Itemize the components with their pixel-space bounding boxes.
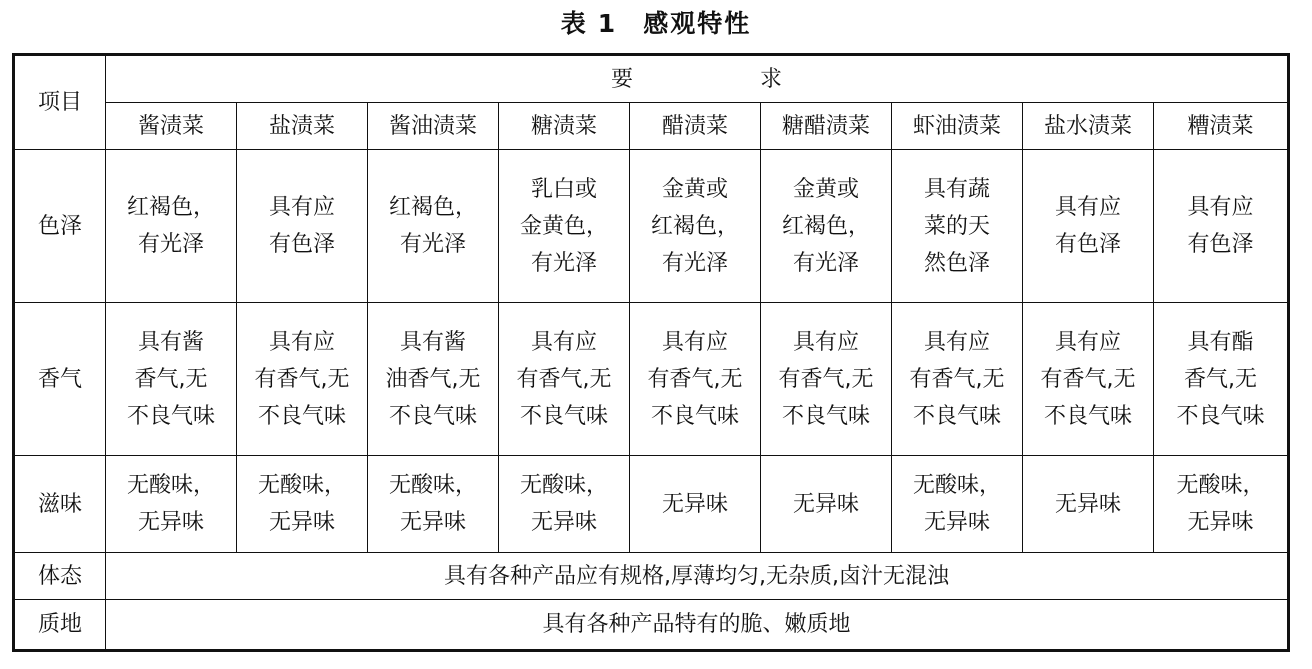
cell-line: 有香气,无 — [254, 366, 350, 392]
row-label: 色泽 — [14, 150, 106, 303]
sensory-spec-table — [12, 53, 1290, 652]
form-requirement: 具有各种产品应有规格,厚薄均匀,无杂质,卤汁无混浊 — [106, 553, 1289, 600]
cell-line: 有光泽 — [137, 232, 204, 257]
row-label: 香气 — [14, 303, 106, 456]
column-header: 糖渍菜 — [499, 103, 630, 150]
table-cell — [1023, 150, 1154, 303]
table-cell — [630, 150, 761, 303]
table-cell — [499, 456, 630, 553]
table-cell — [368, 456, 499, 553]
table-cell — [892, 456, 1023, 553]
cell-line: 有香气,无 — [778, 366, 874, 392]
table-title-number: 1 — [597, 9, 618, 38]
cell-line: 菜的天 — [923, 213, 990, 239]
row-label-form: 体态 — [14, 553, 106, 600]
cell-line: 具有酱 — [399, 329, 466, 355]
cell-line: 金黄色， — [519, 213, 608, 239]
table-cell — [499, 303, 630, 456]
row-aroma — [14, 303, 1289, 456]
cell-line: 有光泽 — [661, 250, 728, 276]
row-texture — [14, 600, 1289, 651]
table-cell — [106, 456, 237, 553]
cell-line: 无异味 — [792, 491, 859, 517]
table-cell — [1154, 303, 1289, 456]
cell-line: 具有应 — [923, 329, 990, 355]
row-taste — [14, 456, 1289, 553]
column-header: 糖醋渍菜 — [761, 103, 892, 150]
item-header: 项目 — [14, 55, 106, 150]
column-header: 酱油渍菜 — [368, 103, 499, 150]
cell-line: 具有酱 — [137, 329, 204, 355]
cell-line: 无酸味， — [126, 473, 215, 498]
table-title — [0, 6, 1312, 42]
cell-line: 无异味 — [268, 510, 335, 535]
table-cell — [1023, 456, 1154, 553]
cell-line: 具有酯 — [1187, 329, 1254, 355]
cell-line: 金黄或 — [661, 176, 728, 202]
cell-line: 有色泽 — [1054, 232, 1121, 257]
column-header: 醋渍菜 — [630, 103, 761, 150]
column-header: 盐水渍菜 — [1023, 103, 1154, 150]
table-cell — [630, 303, 761, 456]
cell-line: 具有应 — [268, 195, 335, 220]
cell-line: 香气,无 — [1184, 366, 1258, 392]
cell-line: 有色泽 — [1187, 232, 1254, 257]
column-header-row — [14, 103, 1289, 150]
table-cell — [1154, 150, 1289, 303]
cell-line: 有光泽 — [792, 250, 859, 276]
table-cell — [1023, 303, 1154, 456]
cell-line: 有光泽 — [530, 250, 597, 276]
cell-line: 有色泽 — [268, 232, 335, 257]
requirement-header — [106, 55, 1289, 103]
cell-line: 具有蔬 — [923, 176, 990, 202]
cell-line: 金黄或 — [792, 176, 859, 202]
table-cell — [892, 150, 1023, 303]
texture-requirement: 具有各种产品特有的脆、嫩质地 — [106, 600, 1289, 651]
cell-line: 无异味 — [1054, 491, 1121, 517]
cell-line: 香气,无 — [134, 366, 208, 392]
table-cell — [237, 150, 368, 303]
row-form — [14, 553, 1289, 600]
cell-line: 乳白或 — [530, 176, 597, 202]
cell-line: 有香气,无 — [1040, 366, 1136, 392]
cell-line: 无酸味， — [912, 473, 1001, 498]
table-cell — [106, 303, 237, 456]
table-cell — [761, 150, 892, 303]
cell-line: 无异味 — [530, 510, 597, 535]
cell-line: 无酸味， — [257, 473, 346, 498]
table-cell — [1154, 456, 1289, 553]
table-cell — [237, 303, 368, 456]
table-title-text: 感观特性 — [643, 9, 752, 38]
cell-line: 具有应 — [661, 329, 728, 355]
requirement-header-text: 要 求 — [611, 66, 843, 92]
header-row — [14, 55, 1289, 103]
cell-line: 无异味 — [399, 510, 466, 535]
cell-line: 无异味 — [923, 510, 990, 535]
cell-line: 无异味 — [1187, 510, 1254, 535]
cell-line: 具有应 — [1054, 329, 1121, 355]
column-header: 糟渍菜 — [1154, 103, 1289, 150]
cell-line: 有香气,无 — [647, 366, 743, 392]
row-label-texture: 质地 — [14, 600, 106, 651]
cell-line: 有光泽 — [399, 232, 466, 257]
cell-line: 不良气味 — [257, 403, 346, 429]
cell-line: 不良气味 — [126, 403, 215, 429]
table-cell — [237, 456, 368, 553]
cell-line: 不良气味 — [1043, 403, 1132, 429]
cell-line: 具有应 — [530, 329, 597, 355]
cell-line: 红褐色， — [388, 195, 477, 220]
cell-line: 无酸味， — [1176, 473, 1265, 498]
table-title-prefix: 表 — [560, 9, 588, 38]
cell-line: 红褐色， — [126, 195, 215, 220]
cell-line: 不良气味 — [781, 403, 870, 429]
cell-line: 然色泽 — [923, 250, 990, 276]
row-color — [14, 150, 1289, 303]
table-cell — [761, 456, 892, 553]
cell-line: 有香气,无 — [909, 366, 1005, 392]
cell-line: 无异味 — [137, 510, 204, 535]
table-cell — [368, 303, 499, 456]
cell-line: 不良气味 — [912, 403, 1001, 429]
cell-line: 不良气味 — [650, 403, 739, 429]
table-cell — [892, 303, 1023, 456]
table-cell — [368, 150, 499, 303]
cell-line: 不良气味 — [519, 403, 608, 429]
cell-line: 不良气味 — [388, 403, 477, 429]
cell-line: 具有应 — [1187, 195, 1254, 220]
cell-line: 无酸味， — [519, 473, 608, 498]
column-header: 酱渍菜 — [106, 103, 237, 150]
table-cell — [630, 456, 761, 553]
column-header: 盐渍菜 — [237, 103, 368, 150]
table-cell — [106, 150, 237, 303]
cell-line: 油香气,无 — [385, 366, 481, 392]
cell-line: 无酸味， — [388, 473, 477, 498]
cell-line: 红褐色， — [650, 213, 739, 239]
table-cell — [761, 303, 892, 456]
cell-line: 红褐色， — [781, 213, 870, 239]
cell-line: 有香气,无 — [516, 366, 612, 392]
cell-line: 具有应 — [792, 329, 859, 355]
column-header: 虾油渍菜 — [892, 103, 1023, 150]
cell-line: 具有应 — [1054, 195, 1121, 220]
cell-line: 无异味 — [661, 491, 728, 517]
table-cell — [499, 150, 630, 303]
cell-line: 不良气味 — [1176, 403, 1265, 429]
cell-line: 具有应 — [268, 329, 335, 355]
row-label: 滋味 — [14, 456, 106, 553]
